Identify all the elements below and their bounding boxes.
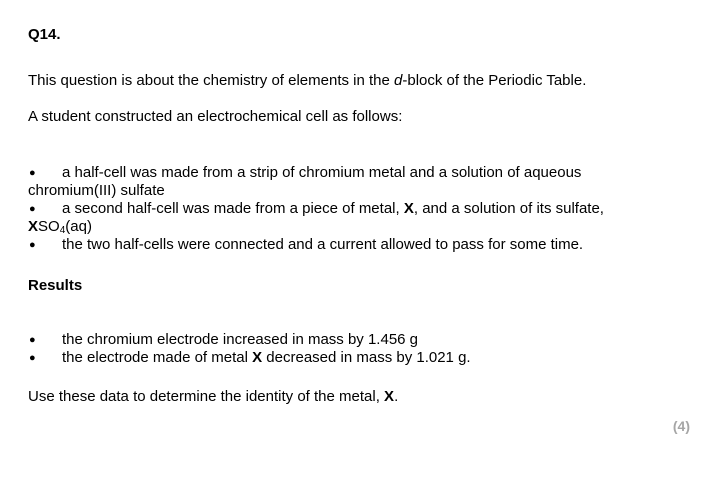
bullet-icon: ● — [29, 167, 36, 179]
sulfate-formula — [28, 218, 678, 236]
setup-item-1-line-1: a half-cell was made from a strip of chromium metal and a solution of aqueous — [62, 164, 582, 181]
final-question-period: . — [394, 388, 399, 405]
setup-bullet-list — [28, 164, 678, 254]
bullet-icon: ● — [29, 203, 36, 215]
list-item — [28, 349, 678, 367]
final-question-text: Use these data to determine the identity of the metal, — [28, 388, 385, 405]
metal-x-label: X — [403, 200, 414, 217]
intro-text-end: -block of the Periodic Table. — [402, 72, 587, 89]
formula-subscript: 4 — [59, 225, 66, 236]
list-item — [28, 164, 678, 200]
result-item-1-text: the chromium electrode increased in mass by 1.456 g — [62, 331, 419, 348]
formula-so: SO — [38, 218, 60, 235]
results-heading: Results — [28, 277, 83, 294]
setup-item-2-text-end: , and a solution of its sulfate, — [413, 200, 604, 217]
setup-item-3-text: the two half-cells were connected and a current allowed to pass for some time. — [62, 236, 584, 253]
setup-item-1-line-2: chromium(III) sulfate — [28, 182, 165, 199]
student-sentence: A student constructed an electrochemical cell as follows: — [28, 108, 403, 125]
list-item — [28, 236, 678, 254]
result-item-2-text-end: decreased in mass by 1.021 g. — [262, 349, 471, 366]
list-item — [28, 200, 678, 236]
intro-text-start: This question is about the chemistry of elements in the — [28, 72, 395, 89]
intro-paragraph — [28, 72, 586, 90]
result-item-2-text-start: the electrode made of metal — [62, 349, 253, 366]
formula-state: (aq) — [65, 218, 92, 235]
question-number: Q14. — [28, 26, 61, 43]
final-metal-x-label: X — [384, 388, 395, 405]
results-bullet-list — [28, 331, 678, 367]
bullet-icon: ● — [29, 352, 36, 364]
bullet-icon: ● — [29, 239, 36, 251]
intro-italic-d: d — [394, 72, 403, 89]
bullet-icon: ● — [29, 334, 36, 346]
list-item — [28, 331, 678, 349]
result-metal-x-label: X — [252, 349, 263, 366]
final-question — [28, 388, 398, 406]
formula-metal-x: X — [28, 218, 39, 235]
setup-item-2-text-start: a second half-cell was made from a piece of metal, — [62, 200, 404, 217]
marks-label: (4) — [672, 418, 690, 434]
